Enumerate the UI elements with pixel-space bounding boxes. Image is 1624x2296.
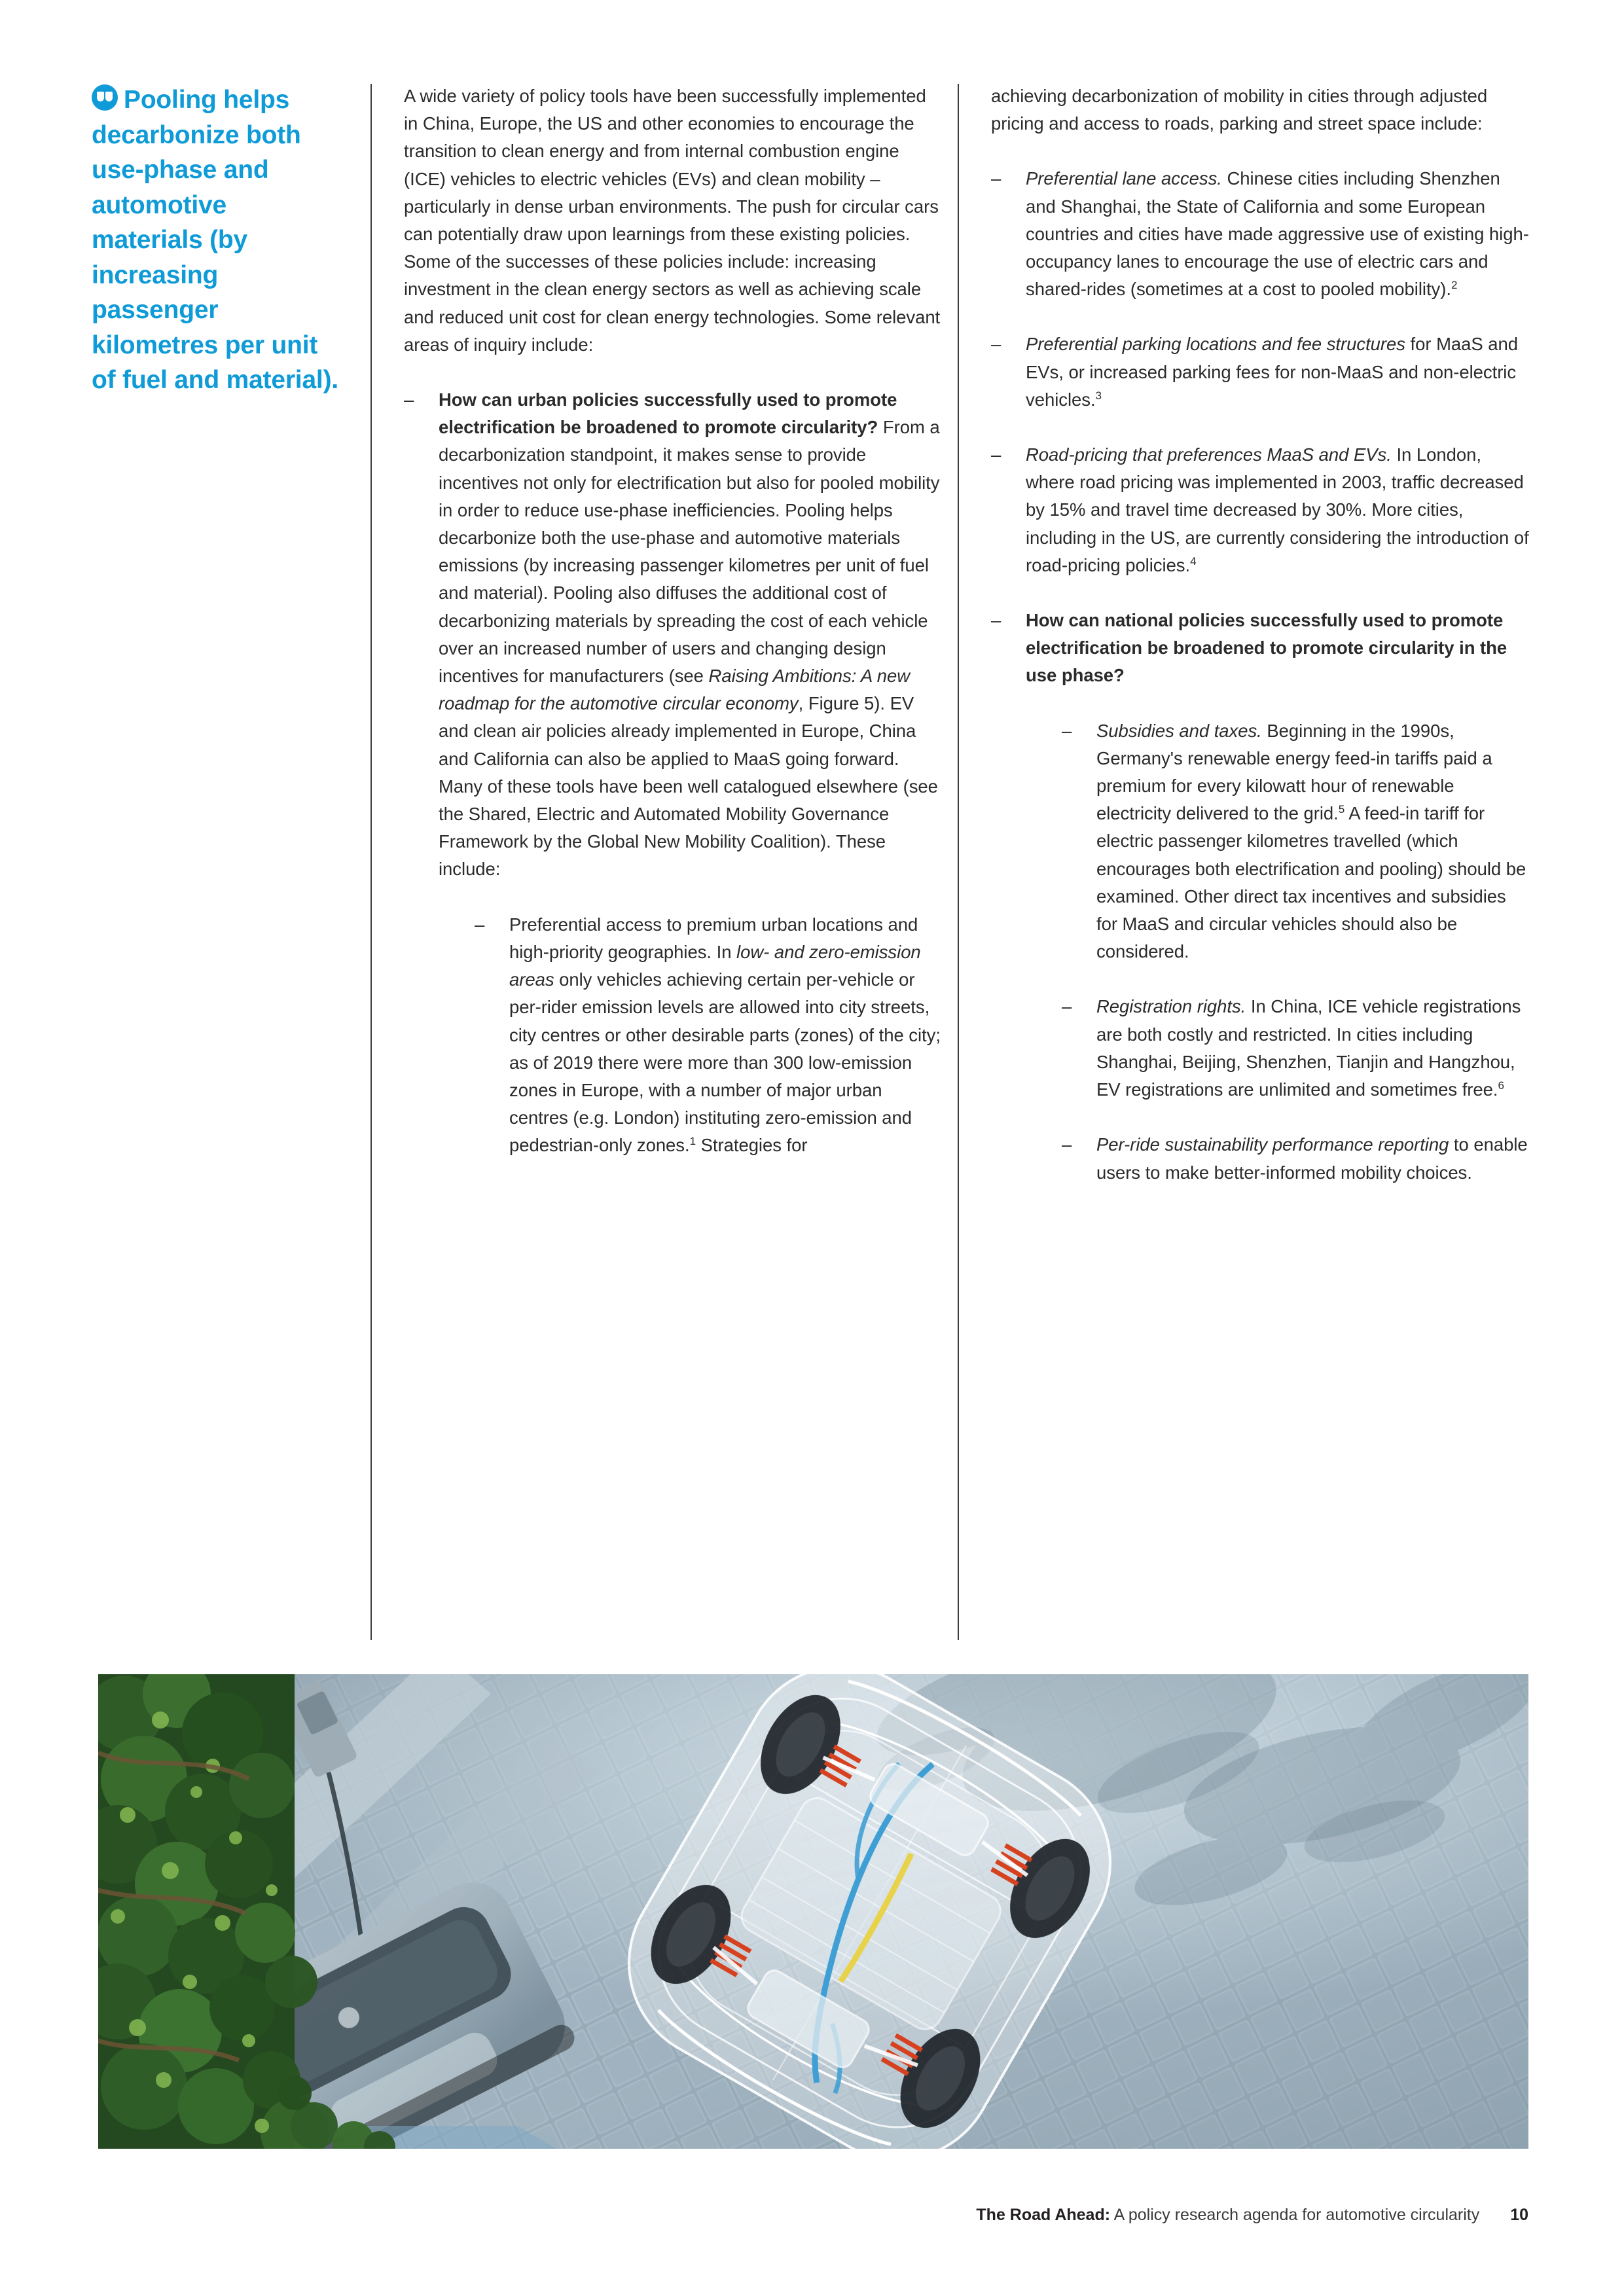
column2-top-sub-list — [991, 165, 1531, 579]
list-item — [991, 331, 1531, 414]
question-body-2: , Figure 5). EV and clean air policies already implemented in Europe, China and California can also be applied to MaaS going forward. Many of these tools have been well catalogued elsewhere (see the Shared, Electric and Automated Mobility Governance Framework by the Global New Mobility Coalition). These include: — [439, 693, 938, 880]
quote-open-icon — [92, 84, 118, 111]
bullet-italic-term: Per-ride sustainability performance reporting — [1096, 1134, 1449, 1155]
bullet-body-1: to enable users to make better-informed mobility choices. — [1096, 1134, 1528, 1183]
footnote-marker: 3 — [1095, 389, 1102, 402]
footer-document-title: The Road Ahead: — [976, 2206, 1111, 2224]
bullet-italic-term: Road-pricing that preferences MaaS and EVs. — [1026, 444, 1392, 465]
list-item — [991, 165, 1531, 303]
pull-quote — [92, 82, 340, 398]
question-lead: How can urban policies successfully used to promote electrification be broadened to promote circularity? — [439, 389, 897, 438]
bullet-body-2: A feed-in tariff for electric passenger kilometres travelled (which encourages both electrification and pooling) should be examined. Other direct tax incentives and subsidies for MaaS and circular vehicles should also be considered. — [1096, 803, 1526, 962]
footnote-marker: 4 — [1190, 554, 1197, 567]
footnote-marker: 1 — [689, 1135, 696, 1148]
sub-body-1: Preferential access to premium urban locations and high-priority geographies. In — [509, 914, 918, 962]
footnote-marker: 5 — [1338, 803, 1345, 816]
sub-italic-term: low- and zero-emission areas — [509, 941, 921, 990]
list-item — [1062, 717, 1531, 966]
list-item — [1062, 1131, 1531, 1186]
bullet-body: Chinese cities including Shenzhen and Shanghai, the State of California and some European countries and cities have made aggressive use of existing high-occupancy lanes to encourage the use of electric cars and shared-rides (sometimes at a cost to pooled mobility). — [1026, 168, 1529, 300]
question-body-1: From a decarbonization standpoint, it makes sense to provide incentives not only for electrification but also for pooled mobility in order to reduce use-phase inefficiencies. Pooling helps decarbonize both the use-phase and automotive materials emissions (by increasing passenger kilometres per unit of fuel and material). Pooling also diffuses the additional cost of decarbonizing materials by spreading the cost of each vehicle over an increased number of users and changing design incentives for manufacturers (see — [439, 417, 940, 687]
list-item — [404, 386, 944, 1159]
bullet-body: In London, where road pricing was implemented in 2003, traffic decreased by 15% and travel time decreased by 30%. More cities, including in the US, are currently considering the introduction of road-pricing policies. — [1026, 444, 1529, 575]
column1-sub-list — [439, 911, 944, 1160]
column2-question-list — [991, 607, 1531, 1187]
question-lead: How can national policies successfully used to promote electrification be broadened to promote circularity in the use phase? — [1026, 610, 1507, 686]
bullet-italic-term: Registration rights. — [1096, 996, 1246, 1017]
bullet-body: for MaaS and EVs, or increased parking fees for non-MaaS and non-electric vehicles. — [1026, 334, 1519, 410]
bullet-body-1: In China, ICE vehicle registrations are both costly and restricted. In cities including Shanghai, Beijing, Shenzhen, Tianjin and Hangzhou, EV registrations are unlimited and sometimes free. — [1096, 996, 1521, 1100]
footnote-marker: 2 — [1451, 279, 1458, 292]
footer-document-subtitle: A policy research agenda for automotive circularity — [1113, 2206, 1480, 2224]
body-column-1 — [404, 82, 944, 1160]
referenced-report-title: Raising Ambitions: A new roadmap for the automotive circular economy — [439, 666, 911, 714]
list-item — [1062, 993, 1531, 1103]
list-item — [991, 607, 1531, 1187]
body-column-2 — [991, 82, 1531, 1187]
continuation-paragraph: achieving decarbonization of mobility in cities through adjusted pricing and access to roads, parking and street space include: — [991, 86, 1488, 134]
bullet-body-1: Beginning in the 1990s, Germany's renewable energy feed-in tariffs paid a premium for every kilowatt hour of renewable electricity delivered to the grid. — [1096, 720, 1492, 824]
page-footer — [0, 2204, 1528, 2225]
column-rule-right — [958, 84, 959, 1640]
electric-vehicle-photo — [98, 1674, 1528, 2149]
column1-question-list — [404, 386, 944, 1159]
list-item — [475, 911, 944, 1160]
bullet-italic-term: Subsidies and taxes. — [1096, 720, 1262, 741]
list-item — [991, 441, 1531, 579]
sub-body-2: only vehicles achieving certain per-vehicle or per-rider emission levels are allowed into city streets, city centres or other desirable parts (zones) of the city; as of 2019 there were more than 300 low-emission zones in Europe, with a number of major urban centres (e.g. London) instituting zero-emission and pedestrian-only zones. — [509, 969, 941, 1156]
pull-quote-text: Pooling helps decarbonize both use-phase and automotive materials (by increasing passenger kilometres per unit of fuel and material). — [92, 86, 338, 394]
intro-paragraph: A wide variety of policy tools have been successfully implemented in China, Europe, the US and other economies to encourage the transition to clean energy and from internal combustion engine (ICE) vehicles to electric vehicles (EVs) and clean mobility – particularly in dense urban environments. The push for circular cars can potentially draw upon learnings from these existing policies. Some of the successes of these policies include: increasing investment in the clean energy sectors as well as achieving scale and reduced unit cost for clean energy technologies. Some relevant areas of inquiry include: — [404, 86, 941, 355]
bullet-italic-term: Preferential parking locations and fee structures — [1026, 334, 1405, 355]
column2-bottom-sub-list — [1026, 717, 1531, 1187]
column-rule-left — [370, 84, 372, 1640]
footnote-marker: 6 — [1498, 1079, 1504, 1092]
bullet-italic-term: Preferential lane access. — [1026, 168, 1222, 189]
sub-body-3: Strategies for — [696, 1135, 808, 1156]
photo-illustration — [98, 1674, 1528, 2149]
page-number: 10 — [1510, 2206, 1528, 2224]
